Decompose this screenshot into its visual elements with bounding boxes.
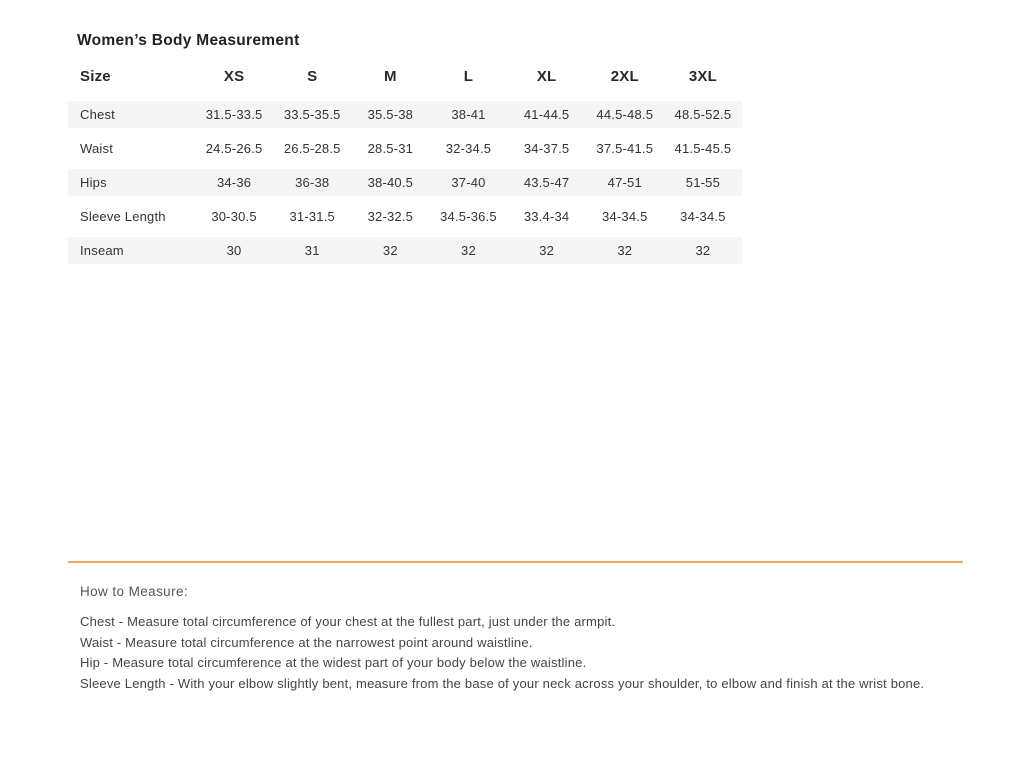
size-chart-body [68,101,742,271]
measurement-cell: 43.5-47 [523,175,570,190]
measurement-cell: 32 [461,243,476,258]
measurement-cell: 31 [304,243,320,258]
measurement-cell: 32-32.5 [367,209,414,224]
measurement-cell: 26.5-28.5 [283,141,341,156]
row-label: Inseam [80,243,124,258]
column-header: 3XL [688,67,717,85]
measurement-cell: 31.5-33.5 [205,107,263,122]
measurement-cell: 34-34.5 [680,209,726,224]
measurement-cell: 31-31.5 [289,209,335,224]
page-title: Women’s Body Measurement [77,32,300,49]
measurement-cell: 37.5-41.5 [596,141,654,156]
table-row [68,203,742,230]
measurement-cell: 32 [539,243,555,258]
measure-instruction: Sleeve Length - With your elbow slightly bent, measure from the base of your neck across your shoulder, to elbow and finish at the wrist bone. [80,675,925,691]
how-to-measure-heading: How to Measure: [80,584,189,599]
table-row [68,135,742,162]
measurement-cell: 24.5-26.5 [205,141,263,156]
measurement-cell: 41.5-45.5 [674,141,732,156]
measurement-cell: 38-41 [451,107,486,122]
measurement-cell: 32 [695,243,711,258]
measurement-cell: 34-37.5 [523,141,570,156]
size-chart-header-row [68,64,742,88]
column-header: XS [223,67,245,85]
measurement-cell: 33.5-35.5 [283,107,341,122]
measure-instruction: Chest - Measure total circumference of your chest at the fullest part, just under the armpit. [80,614,616,629]
measurement-cell: 32-34.5 [445,141,492,156]
column-header: M [384,67,397,85]
column-header-size: Size [80,67,111,85]
measure-instruction: Hip - Measure total circumference at the widest part of your body below the waistline. [80,655,587,671]
column-header: L [463,67,474,85]
row-label: Chest [80,107,115,122]
row-label: Hips [80,175,107,190]
table-row [68,101,742,128]
measurement-cell: 30-30.5 [211,209,257,224]
column-header: 2XL [610,67,639,85]
measurement-cell: 36-38 [295,175,330,190]
how-to-measure-list [80,612,980,694]
measurement-cell: 48.5-52.5 [674,107,732,122]
measurement-cell: 32 [382,243,398,258]
measurement-cell: 47-51 [607,175,642,190]
column-header: XL [536,67,557,85]
measurement-cell: 33.4-34 [523,209,570,224]
row-label: Waist [80,141,114,156]
measure-instruction: Waist - Measure total circumference at the narrowest point around waistline. [80,634,533,650]
table-row [68,237,742,264]
measurement-cell: 37-40 [451,175,486,190]
column-header: S [307,67,318,85]
measurement-cell: 34.5-36.5 [440,209,497,224]
measurement-cell: 28.5-31 [367,141,414,156]
measurement-cell: 34-36 [216,175,252,190]
measurement-cell: 34-34.5 [602,209,648,224]
measurement-cell: 38-40.5 [367,175,414,190]
table-row [68,169,742,196]
row-label: Sleeve Length [80,209,166,224]
measurement-cell: 41-44.5 [523,107,570,122]
section-divider [68,561,963,563]
measurement-cell: 35.5-38 [367,107,414,122]
measurement-cell: 30 [226,243,242,258]
measurement-cell: 32 [617,243,633,258]
measurement-cell: 51-55 [685,175,721,190]
measurement-cell: 44.5-48.5 [596,107,654,122]
